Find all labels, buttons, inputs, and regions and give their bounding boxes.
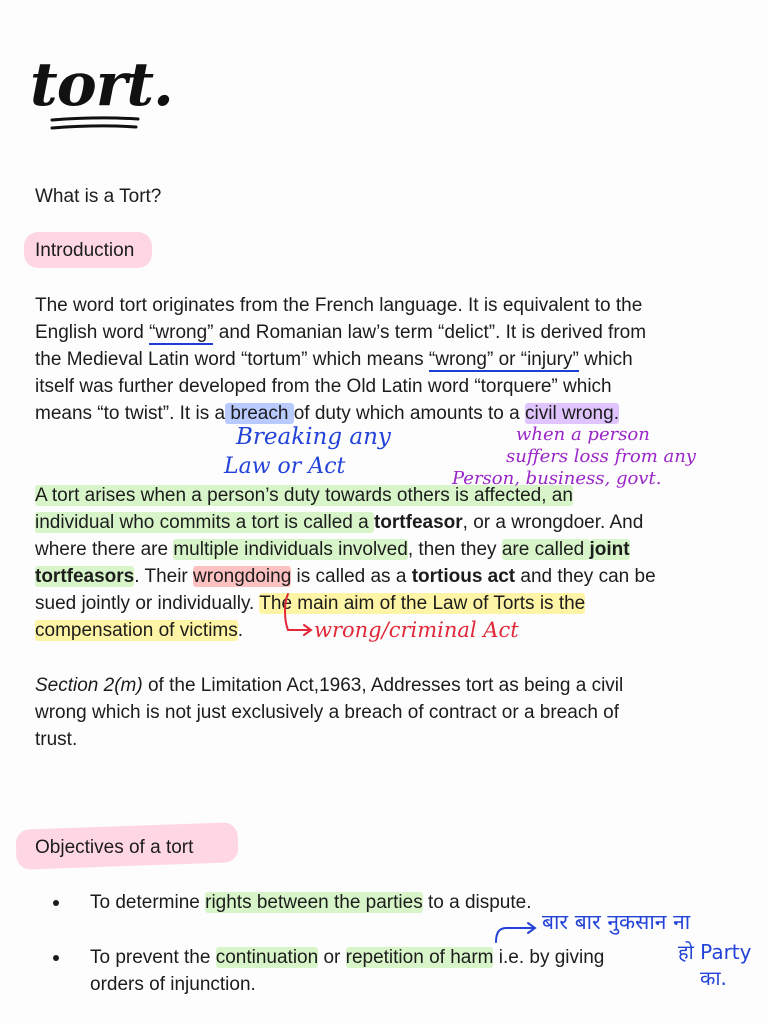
blue-arrow-icon xyxy=(492,918,542,948)
objective-item-1 xyxy=(90,889,532,916)
para1-line2 xyxy=(35,319,646,346)
para2-line3 xyxy=(35,536,630,563)
are-called-highlight: are called xyxy=(501,539,590,560)
objective-item-2 xyxy=(90,944,604,971)
text: sued jointly or individually. xyxy=(35,593,260,614)
text: and Romanian law’s term “delict”. It is derived from xyxy=(213,322,647,343)
breach-highlight: breach xyxy=(225,403,294,424)
text: where there are xyxy=(35,539,174,560)
text: , then they xyxy=(407,539,502,560)
text: i.e. by giving xyxy=(493,947,605,968)
text: of the Limitation Act,1963, Addresses tort as being a civil xyxy=(142,675,624,696)
bold-joint: joint xyxy=(589,539,630,560)
rights-highlight: rights between the parties xyxy=(205,892,423,913)
para3-line2: wrong which is not just exclusively a breach of contract or a breach of xyxy=(35,702,620,723)
bold-tortfeasor: tortfeasor xyxy=(373,512,463,533)
para2-line1 xyxy=(35,482,573,509)
bold-tortious-act: tortious act xyxy=(411,566,516,587)
note-hindi-line1: बार बार नुकसान ना xyxy=(542,910,691,934)
para2-line4 xyxy=(35,563,656,590)
text: , or a wrongdoer. And xyxy=(462,512,644,533)
para1-line3 xyxy=(35,346,633,373)
text: . Their xyxy=(134,566,194,587)
question-heading: What is a Tort? xyxy=(35,186,162,207)
para1-line1: The word tort originates from the French language. It is equivalent to the xyxy=(35,295,643,316)
text: which xyxy=(578,349,633,370)
title-underline xyxy=(48,112,168,142)
para2-line6 xyxy=(35,617,243,644)
para1-line4: itself was further developed from the Old Latin word “torquere” which xyxy=(35,376,612,397)
note-suffers-loss: suffers loss from any xyxy=(506,446,696,467)
objectives-heading: Objectives of a tort xyxy=(35,837,194,858)
text: English word xyxy=(35,322,150,343)
continuation-highlight: continuation xyxy=(215,947,319,968)
wrongdoing-highlight: wrongdoing xyxy=(193,566,292,587)
note-hindi-line2: हो Party xyxy=(678,940,752,964)
text: A tort arises when a person’s duty towards others is affected, an xyxy=(35,485,573,506)
text: of duty which amounts to a xyxy=(293,403,525,424)
main-aim-highlight: The main aim of the Law of Torts is the xyxy=(259,593,586,614)
objective-item-2-line2: orders of injunction. xyxy=(90,974,256,995)
para3-line3: trust. xyxy=(35,729,78,750)
text: individual who commits a tort is called a xyxy=(35,512,374,533)
text: to a dispute. xyxy=(422,892,532,913)
intro-heading: Introduction xyxy=(35,240,135,261)
bold-tortfeasors: tortfeasors xyxy=(35,566,135,587)
text: and they can be xyxy=(515,566,656,587)
note-hindi-line3: का. xyxy=(700,966,727,990)
note-when-a-person: when a person xyxy=(516,424,650,445)
civil-wrong-highlight: civil wrong. xyxy=(525,403,619,424)
wrong-or-injury-underlined: “wrong” or “injury” xyxy=(428,349,579,370)
note-person-business-govt: Person, business, govt. xyxy=(452,468,662,489)
wrong-underlined: “wrong” xyxy=(149,322,214,343)
multiple-individuals-highlight: multiple individuals involved xyxy=(173,539,408,560)
note-wrong-criminal-act: wrong/criminal Act xyxy=(314,618,519,642)
text: or xyxy=(318,947,346,968)
repetition-highlight: repetition of harm xyxy=(345,947,494,968)
text: means “to twist”. It is a xyxy=(35,403,226,424)
bullet-dot xyxy=(53,900,59,906)
section-reference: Section 2(m) xyxy=(35,675,143,696)
text: is called as a xyxy=(291,566,412,587)
note-law-or-act: Law or Act xyxy=(224,454,346,479)
para2-line2 xyxy=(35,509,643,536)
bullet-dot xyxy=(53,955,59,961)
text: To prevent the xyxy=(90,947,216,968)
text: To determine xyxy=(90,892,206,913)
text: . xyxy=(237,620,244,641)
compensation-highlight: compensation of victims xyxy=(35,620,238,641)
para3-line1 xyxy=(35,672,623,699)
handwritten-title: tort. xyxy=(30,50,173,120)
text: the Medieval Latin word “tortum” which means xyxy=(35,349,429,370)
note-breaking-any: Breaking any xyxy=(236,424,391,450)
